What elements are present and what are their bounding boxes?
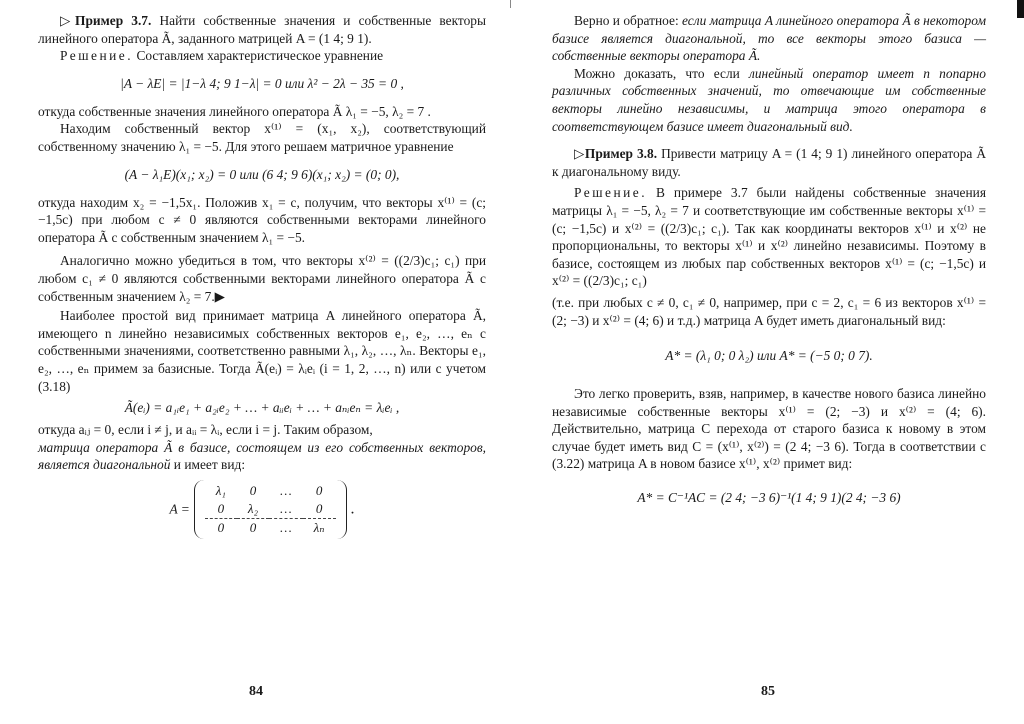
- diagonal-matrix-label: A =: [169, 501, 190, 517]
- diagonal-theorem-paragraph: [38, 439, 486, 474]
- second-eigenvector-paragraph: Аналогично можно убедиться в том, что векторы x⁽²⁾ = ((2/3)c₁; c₁) при любом c₁ ≠ 0 являются собственными векторами линейного оператора Ã с собственным значением λ₂ = 7.▶: [38, 253, 486, 304]
- diagonal-matrix-row: [205, 500, 336, 519]
- solution-intro-text: Составляем характеристическое уравнение: [136, 48, 384, 64]
- matrix-cell: 0: [205, 518, 237, 537]
- distinct-eigenvalues-lead: Можно доказать, что если: [574, 65, 750, 81]
- distinct-eigenvalues-italic: линейный оператор имеет n попарно различных собственных значений, то отвечающие им собственные векторы линейно независимы, и матрица этого оператора в соответствующем базисе имеет диагональный вид.: [552, 65, 986, 134]
- solution-label: Решение.: [60, 48, 134, 64]
- diagonal-basis-paragraph: Наиболее простой вид принимает матрица A линейного оператора Ã, имеющего n линейно независимых собственных векторов e₁, e₂, …, eₙ с собственными значениями, соответственно равными λ₁, λ₂, …, λₙ. Векторы e₁, e₂, …, eₙ примем за базисные. Тогда Ã(eᵢ) = λᵢeᵢ (i = 1, 2, …, n) или с учетом (3.18): [38, 308, 486, 394]
- diagonal-matrix-block: [38, 474, 486, 545]
- matrix-equation: (A − λ₁E)(x₁; x₂) = 0 или (6 4; 9 6)(x₁; x₂) = (0; 0),: [124, 166, 400, 182]
- diagonal-matrix-period: .: [350, 500, 355, 518]
- right-page: [512, 0, 1024, 724]
- example-3-8-statement: Привести матрицу A = (1 4; 9 1) линейного оператора Ã к диагональному виду.: [552, 146, 987, 179]
- matrix-cell: 0: [249, 482, 257, 498]
- matrix-cell: λ₁: [215, 482, 226, 498]
- first-eigenvector-paragraph: откуда находим x₂ = −1,5x₁. Положив x₁ = c, получим, что векторы x⁽¹⁾ = (c; −1,5c) при любом c ≠ 0 являются собственными векторами линейного оператора Ã с собственным значением λ₁ = −5.: [38, 194, 486, 245]
- matrix-cell: λ₂: [247, 500, 259, 516]
- page-number-left: 84: [249, 684, 263, 699]
- matrix-cell: 0: [315, 500, 323, 516]
- solution-3-8-label: Решение.: [574, 185, 648, 201]
- matrix-cell: 0: [217, 500, 225, 516]
- diagonal-matrix-row: [205, 518, 336, 537]
- page-number-right: 85: [761, 684, 775, 699]
- matrix-cell: 0: [237, 518, 269, 537]
- example-values-paragraph: (т.е. при любых c ≠ 0, c₁ ≠ 0, например, при c = 2, c₁ = 6 из векторов x⁽¹⁾ = (2; −3) и x⁽²⁾ = (4; 6) и т.д.) матрица A будет иметь диагональный вид:: [552, 294, 986, 328]
- matrix-cell: …: [269, 518, 303, 537]
- solution-3-8-text: В примере 3.7 были найдены собственные значения матрицы λ₁ = −5, λ₂ = 7 и соответствующие им собственные векторы x⁽¹⁾ = (c; −1,5c) и x⁽²⁾ = ((2/3)c₁; c₁). Так как координаты векторов x⁽¹⁾ и x⁽²⁾ не пропорциональны, то векторы x⁽¹⁾ и x⁽²⁾ линейно независимы. Поэтому в базисе, состоящем из любых пар собственных векторов x⁽¹⁾ = (c; −1,5c) и x⁽²⁾ = ((2/3)c₁; c₁): [552, 185, 986, 289]
- book-spine-mark: [510, 0, 511, 8]
- similarity-transform-equation: A* = C⁻¹AC = (2 4; −3 6)⁻¹(1 4; 9 1)(2 4; −3 6): [637, 490, 901, 506]
- matrix-cell: …: [280, 482, 292, 498]
- converse-italic: если матрица A линейного оператора Ã в некотором базисе является диагональной, то все векторы этого базиса — собственные векторы оператора Ã.: [552, 13, 986, 64]
- eigenvector-paragraph: Находим собственный вектор x⁽¹⁾ = (x₁, x₂), соответствующий собственному значению λ₁ = −5. Для этого решаем матричное уравнение: [38, 121, 486, 154]
- example-3-7-paragraph: [38, 12, 486, 47]
- eigenvalues-paragraph: откуда собственные значения линейного оператора Ã λ₁ = −5, λ₂ = 7 .: [38, 103, 431, 119]
- matrix-cell: 0: [315, 482, 323, 498]
- example-3-8-label: ▷Пример 3.8.: [574, 146, 658, 162]
- coefficients-paragraph: откуда aᵢⱼ = 0, если i ≠ j, и aᵢᵢ = λᵢ, если i = j. Таким образом,: [38, 422, 373, 438]
- solution-3-8-paragraph: [552, 184, 986, 290]
- scan-edge-mark: [1017, 0, 1024, 18]
- example-3-7-statement: Найти собственные значения и собственные векторы линейного оператора Ã, заданного матрицей A = (1 4; 9 1).: [38, 13, 486, 46]
- converse-paragraph: [552, 12, 986, 65]
- diagonal-matrix: [194, 480, 347, 539]
- characteristic-equation: |A − λE| = |1−λ 4; 9 1−λ| = 0 или λ² − 2λ − 35 = 0 ,: [120, 75, 404, 91]
- diagonal-form-equation: A* = (λ₁ 0; 0 λ₂) или A* = (−5 0; 0 7).: [665, 348, 873, 364]
- solution-intro-paragraph: [38, 47, 486, 65]
- converse-lead: Верно и обратное:: [574, 13, 683, 28]
- operator-expansion-equation: Ã(eᵢ) = a₁ᵢe₁ + a₂ᵢe₂ + … + aᵢᵢeᵢ + … + aₙᵢeₙ = λᵢeᵢ ,: [124, 400, 400, 416]
- diagonal-theorem-tail: и имеет вид:: [170, 457, 246, 473]
- example-3-8-paragraph: [552, 145, 986, 180]
- example-3-7-label: ▷Пример 3.7.: [60, 13, 152, 28]
- matrix-cell: …: [280, 500, 292, 516]
- diagonal-matrix-row: [205, 482, 336, 500]
- distinct-eigenvalues-paragraph: [552, 65, 986, 135]
- diagonal-theorem-italic: матрица оператора Ã в базисе, состоящем из его собственных векторов, является диагональной: [38, 439, 486, 473]
- verification-paragraph: Это легко проверить, взяв, например, в качестве нового базиса линейно независимые собственные векторы x⁽¹⁾ = (2; −3) и x⁽²⁾ = (4; 6). Действительно, матрица C перехода от старого базиса к новому в этом случае будет иметь вид C = (x⁽¹⁾, x⁽²⁾) = (2 4; −3 6). Тогда в соответствии с (3.22) матрица A в новом базисе x⁽¹⁾, x⁽²⁾ примет вид:: [552, 386, 986, 472]
- matrix-cell: λₙ: [303, 518, 336, 537]
